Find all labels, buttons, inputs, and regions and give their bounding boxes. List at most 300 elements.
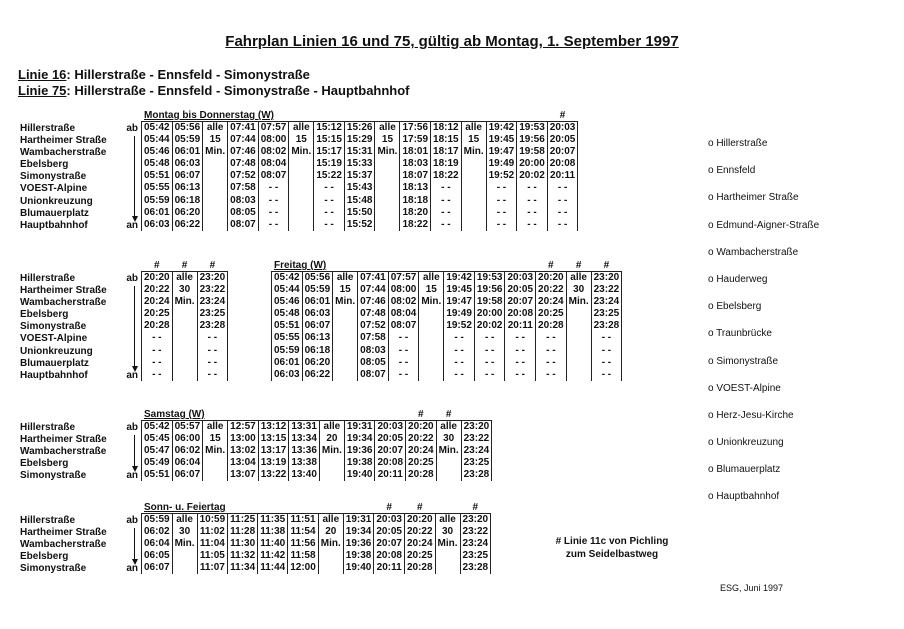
timetable-samstag (141, 409, 492, 481)
time-cell (203, 170, 228, 182)
express-mark (461, 110, 486, 122)
time-cell: 13:38 (289, 457, 320, 469)
time-cell: Min. (319, 445, 344, 457)
table-row (272, 369, 622, 381)
section-label-freitag: Freitag (W) (274, 260, 327, 271)
time-cell: - - (314, 207, 345, 219)
stop-name: VOEST-Alpine (20, 183, 88, 195)
time-cell: 23:28 (461, 469, 492, 481)
express-mark (288, 502, 319, 514)
time-cell: 20:22 (406, 433, 437, 445)
express-mark (258, 409, 289, 421)
stop-name: Hillerstraße (20, 422, 76, 433)
time-cell: 15:37 (344, 170, 375, 182)
stop-name: Blumauerplatz (20, 207, 89, 219)
express-mark: # (548, 260, 554, 271)
time-cell (375, 207, 400, 219)
express-mark: # (472, 502, 479, 513)
time-cell: 05:45 (142, 433, 173, 445)
footer-credit: ESG, Juni 1997 (720, 583, 784, 593)
express-mark (228, 110, 259, 122)
time-cell (333, 369, 358, 381)
time-cell: 08:02 (258, 146, 289, 158)
time-cell: 23:24 (197, 296, 228, 308)
time-cell: - - (486, 207, 517, 219)
time-cell: - - (536, 332, 567, 344)
stop-name: Hartheimer Straße (20, 285, 107, 297)
time-cell: 13:02 (228, 445, 259, 457)
time-cell: 18:17 (431, 146, 462, 158)
express-mark (228, 409, 259, 421)
time-cell: 05:46 (272, 296, 303, 308)
time-cell: - - (547, 195, 578, 207)
route-stop-item: o Hauderweg (708, 273, 768, 285)
time-cell: 05:56 (172, 122, 203, 135)
express-mark (444, 260, 475, 272)
table-row (272, 320, 622, 332)
time-cell: 11:58 (288, 550, 319, 562)
time-cell: 11:42 (258, 550, 288, 562)
time-cell: 20:00 (474, 308, 505, 320)
time-cell: 05:49 (142, 457, 173, 469)
time-cell: 19:31 (344, 421, 375, 434)
time-cell: 05:42 (272, 272, 303, 285)
time-cell: 20:25 (536, 308, 567, 320)
time-cell: - - (197, 332, 228, 344)
express-mark (314, 110, 345, 122)
time-cell: 06:01 (302, 296, 333, 308)
time-cell: - - (431, 195, 462, 207)
table-row (142, 170, 578, 182)
time-cell: 20:24 (404, 538, 435, 550)
direction-line (134, 136, 135, 217)
express-mark (142, 502, 173, 514)
time-cell: 20:03 (547, 122, 578, 135)
time-cell: - - (444, 357, 475, 369)
time-cell: - - (505, 369, 536, 381)
time-cell: 06:18 (172, 195, 203, 207)
time-cell (419, 308, 444, 320)
route-stop-item: o Unionkreuzung (708, 437, 784, 449)
time-cell: 05:51 (272, 320, 303, 332)
time-cell: alle (333, 272, 358, 285)
time-cell: 06:03 (302, 308, 333, 320)
departure-marker: ab (126, 123, 138, 134)
time-cell: 15:48 (344, 195, 375, 207)
linie-16-route: : Hillerstraße - Ennsfeld - Simonystraße (66, 67, 310, 82)
linie-16-heading (18, 67, 310, 82)
time-cell (461, 182, 486, 194)
time-cell: - - (197, 357, 228, 369)
express-mark (486, 110, 517, 122)
time-cell: 08:04 (388, 308, 419, 320)
time-cell: 06:02 (142, 526, 173, 538)
stop-name: Simonystraße (20, 321, 87, 333)
time-cell (461, 219, 486, 231)
route-stop-item: o Simonystraße (708, 355, 779, 367)
time-cell (172, 320, 197, 332)
time-cell: 13:04 (228, 457, 259, 469)
time-cell: 19:38 (343, 550, 374, 562)
time-cell: 11:32 (228, 550, 258, 562)
express-mark (302, 260, 333, 272)
express-mark: # (181, 260, 188, 271)
arrival-marker: an (126, 563, 138, 575)
express-mark: # (445, 409, 452, 420)
timetable-sonn-feiertag (141, 502, 491, 574)
time-cell: 18:03 (400, 158, 431, 170)
express-mark (343, 502, 374, 514)
time-cell: 19:34 (344, 433, 375, 445)
route-stop-item: o Ebelsberg (708, 301, 762, 313)
time-cell: 08:02 (388, 296, 419, 308)
time-cell: - - (444, 369, 475, 381)
time-cell: - - (536, 369, 567, 381)
time-cell: 15 (289, 134, 314, 146)
time-cell: alle (203, 122, 228, 135)
express-mark: # (386, 502, 392, 513)
time-cell: 19:45 (444, 284, 475, 296)
time-cell: 10:59 (197, 514, 228, 527)
time-cell: 05:59 (142, 195, 173, 207)
route-stop-item: o VOEST-Alpine (708, 382, 781, 394)
stop-name: Blumauerplatz (20, 357, 89, 369)
time-cell: 20:20 (406, 421, 437, 434)
time-cell: 07:58 (358, 332, 389, 344)
time-cell: 19:49 (486, 158, 517, 170)
time-cell: 07:44 (358, 284, 389, 296)
time-cell: Min. (436, 445, 461, 457)
time-cell (375, 219, 400, 231)
time-cell (461, 170, 486, 182)
time-cell: 19:53 (474, 272, 505, 285)
time-cell: 19:49 (444, 308, 475, 320)
time-cell (375, 195, 400, 207)
time-cell: - - (591, 345, 622, 357)
express-mark (461, 409, 492, 421)
time-cell (461, 158, 486, 170)
time-cell: 20:20 (404, 514, 435, 527)
time-cell: 18:18 (400, 195, 431, 207)
time-cell: 20 (318, 526, 343, 538)
time-cell: 11:38 (258, 526, 288, 538)
stop-name: Ebelsberg (20, 159, 69, 171)
time-cell: alle (566, 272, 591, 285)
time-cell: 20:20 (536, 272, 567, 285)
time-cell: 05:56 (302, 272, 333, 285)
time-cell (419, 357, 444, 369)
time-cell: 06:05 (142, 550, 173, 562)
time-cell: 18:20 (400, 207, 431, 219)
time-cell (172, 357, 197, 369)
time-cell: 20:28 (404, 562, 435, 574)
time-cell: 23:20 (461, 421, 492, 434)
time-cell: - - (505, 345, 536, 357)
express-mark (258, 110, 289, 122)
time-cell: 15 (461, 134, 486, 146)
time-cell: 23:24 (460, 538, 491, 550)
time-cell: Min. (566, 296, 591, 308)
express-mark: # (418, 409, 424, 420)
time-cell: 07:48 (358, 308, 389, 320)
time-cell (419, 320, 444, 332)
section-label-sonntag: Sonn- u. Feiertag (144, 502, 226, 513)
express-mark (258, 502, 288, 514)
express-mark (172, 502, 197, 514)
time-cell: 11:51 (288, 514, 319, 527)
time-cell: - - (142, 345, 173, 357)
stop-name: Ebelsberg (20, 551, 69, 563)
time-cell: 06:03 (272, 369, 303, 381)
time-cell: Min. (375, 146, 400, 158)
express-mark (272, 260, 303, 272)
time-cell: 05:57 (172, 421, 203, 434)
time-cell (289, 207, 314, 219)
time-cell: 20:08 (547, 158, 578, 170)
linie-75-route: : Hillerstraße - Ennsfeld - Simonystraße - Hauptbahnhof (66, 83, 410, 98)
time-cell: 06:20 (302, 357, 333, 369)
route-stop-item: o Hillerstraße (708, 138, 768, 149)
time-cell: 19:47 (444, 296, 475, 308)
stop-name: Wambacherstraße (20, 539, 107, 551)
time-cell: - - (142, 369, 173, 381)
time-cell (375, 170, 400, 182)
time-cell: 06:04 (172, 457, 203, 469)
time-cell: 20:22 (142, 284, 173, 296)
time-cell (318, 550, 343, 562)
arrival-marker: an (126, 470, 138, 482)
time-cell: 11:04 (197, 538, 228, 550)
time-cell: 08:05 (228, 207, 259, 219)
footnote (552, 535, 672, 561)
express-mark: # (559, 110, 566, 121)
time-cell: 23:28 (197, 320, 228, 332)
time-cell: 15 (375, 134, 400, 146)
time-cell: 06:07 (172, 170, 203, 182)
time-cell: 23:24 (461, 445, 492, 457)
time-cell: 15:43 (344, 182, 375, 194)
time-cell: 20:11 (505, 320, 536, 332)
time-cell: 19:52 (444, 320, 475, 332)
time-cell: - - (474, 369, 505, 381)
time-cell: - - (547, 182, 578, 194)
time-cell: 20:25 (142, 308, 173, 320)
time-cell: 11:28 (228, 526, 258, 538)
time-cell: 20:08 (374, 550, 405, 562)
express-mark (289, 409, 320, 421)
timetable-mo-do (141, 110, 578, 231)
time-cell: 11:56 (288, 538, 319, 550)
express-mark (400, 110, 431, 122)
time-cell: 19:42 (444, 272, 475, 285)
express-mark (375, 110, 400, 122)
time-cell: 07:57 (388, 272, 419, 285)
stop-name: Hartheimer Straße (20, 527, 107, 539)
time-cell: - - (258, 219, 289, 231)
time-cell (203, 207, 228, 219)
stop-name: Simonystraße (20, 171, 87, 183)
express-mark (289, 110, 314, 122)
route-stop-item: o Ennsfeld (708, 165, 756, 177)
time-cell: 08:04 (258, 158, 289, 170)
time-cell: 23:24 (591, 296, 622, 308)
time-cell: - - (314, 182, 345, 194)
time-cell: 20:00 (517, 158, 548, 170)
table-row (142, 357, 228, 369)
time-cell: - - (258, 207, 289, 219)
time-cell: 20:08 (505, 308, 536, 320)
time-cell: 15 (419, 284, 444, 296)
time-cell: alle (375, 122, 400, 135)
time-cell (566, 308, 591, 320)
time-cell: Min. (333, 296, 358, 308)
time-cell: 18:12 (431, 122, 462, 135)
route-stop-item: o Blumauerplatz (708, 464, 781, 476)
time-cell: Min. (172, 296, 197, 308)
time-cell: 08:03 (358, 345, 389, 357)
time-cell: - - (547, 219, 578, 231)
table-row (142, 369, 228, 381)
footnote-line-2: zum Seidelbastweg (565, 549, 659, 560)
time-cell: 11:35 (258, 514, 288, 527)
time-cell: 11:02 (197, 526, 228, 538)
time-cell (203, 469, 228, 481)
time-cell: - - (591, 357, 622, 369)
time-cell: alle (318, 514, 343, 527)
time-cell: - - (486, 219, 517, 231)
time-cell: - - (444, 345, 475, 357)
time-cell: 20:24 (406, 445, 437, 457)
time-cell: 23:25 (197, 308, 228, 320)
time-cell: 13:34 (289, 433, 320, 445)
time-cell: 13:40 (289, 469, 320, 481)
time-cell: 05:59 (142, 514, 173, 527)
express-mark (419, 260, 444, 272)
time-cell: 07:52 (228, 170, 259, 182)
time-cell: - - (517, 219, 548, 231)
time-cell: 17:59 (400, 134, 431, 146)
time-cell: - - (486, 195, 517, 207)
timetable-mo-do-evening (141, 260, 228, 381)
route-stop-item: o Hartheimer Straße (708, 192, 799, 204)
express-mark: # (575, 260, 582, 271)
express-mark: # (154, 260, 160, 271)
time-cell: 20:20 (142, 272, 173, 285)
time-cell: 07:41 (228, 122, 259, 135)
express-mark: # (416, 502, 423, 513)
down-arrow-icon (132, 216, 138, 222)
table-row (272, 357, 622, 369)
stop-name: Simonystraße (20, 563, 87, 575)
time-cell (436, 457, 461, 469)
time-cell: 08:07 (358, 369, 389, 381)
time-cell: 05:51 (142, 469, 173, 481)
time-cell: Min. (461, 146, 486, 158)
time-cell: 30 (172, 526, 197, 538)
time-cell: 20:05 (375, 433, 406, 445)
express-mark (344, 409, 375, 421)
time-cell (172, 562, 197, 574)
express-mark (319, 409, 344, 421)
time-cell: 13:36 (289, 445, 320, 457)
time-cell: 17:56 (400, 122, 431, 135)
time-cell: 19:58 (474, 296, 505, 308)
stop-name: Unionkreuzung (20, 345, 93, 357)
time-cell (203, 195, 228, 207)
time-cell: 07:52 (358, 320, 389, 332)
time-cell: - - (591, 369, 622, 381)
time-cell: Min. (172, 538, 197, 550)
table-row (142, 550, 491, 562)
time-cell: 15 (203, 134, 228, 146)
time-cell (333, 332, 358, 344)
time-cell: 20 (319, 433, 344, 445)
time-cell: 05:44 (142, 134, 173, 146)
stop-name: Hillerstraße (20, 515, 76, 526)
express-mark (197, 502, 228, 514)
time-cell: 20:25 (406, 457, 437, 469)
stop-name: Wambacherstraße (20, 147, 107, 159)
time-cell: 15:29 (344, 134, 375, 146)
time-cell: 13:17 (258, 445, 289, 457)
linie-75-label: Linie 75 (18, 83, 67, 98)
departure-marker: ab (126, 422, 138, 433)
express-mark: # (603, 260, 610, 271)
express-mark (228, 502, 258, 514)
time-cell: 19:34 (343, 526, 374, 538)
express-mark (431, 110, 462, 122)
time-cell (566, 369, 591, 381)
table-row (272, 284, 622, 296)
time-cell: 23:25 (591, 308, 622, 320)
express-mark (172, 409, 203, 421)
time-cell: 20:22 (536, 284, 567, 296)
time-cell: 06:13 (302, 332, 333, 344)
express-mark (203, 409, 228, 421)
time-cell: - - (388, 357, 419, 369)
stop-name: Hillerstraße (20, 123, 76, 134)
time-cell: 23:22 (461, 433, 492, 445)
stop-name: Ebelsberg (20, 458, 69, 470)
time-cell: 11:07 (197, 562, 228, 574)
time-cell: 05:42 (142, 421, 173, 434)
table-row (142, 320, 228, 332)
table-row (142, 445, 492, 457)
time-cell: 23:25 (460, 550, 491, 562)
time-cell: alle (172, 272, 197, 285)
section-label-samstag: Samstag (W) (144, 409, 205, 420)
time-cell: - - (536, 345, 567, 357)
time-cell: 23:22 (460, 526, 491, 538)
time-cell: 06:13 (172, 182, 203, 194)
time-cell: 20:24 (536, 296, 567, 308)
down-arrow-icon (132, 466, 138, 472)
time-cell (436, 469, 461, 481)
time-cell: 15 (333, 284, 358, 296)
departure-marker: ab (126, 273, 138, 284)
footnote-line-1: # Linie 11c von Pichling (555, 536, 669, 547)
time-cell: - - (474, 357, 505, 369)
table-row (142, 514, 491, 527)
time-cell: 19:52 (486, 170, 517, 182)
time-cell: - - (197, 369, 228, 381)
time-cell: 05:47 (142, 445, 173, 457)
time-cell: 20:28 (406, 469, 437, 481)
time-cell: 07:48 (228, 158, 259, 170)
time-cell: alle (436, 421, 461, 434)
time-cell: 20:07 (375, 445, 406, 457)
time-cell: - - (536, 357, 567, 369)
